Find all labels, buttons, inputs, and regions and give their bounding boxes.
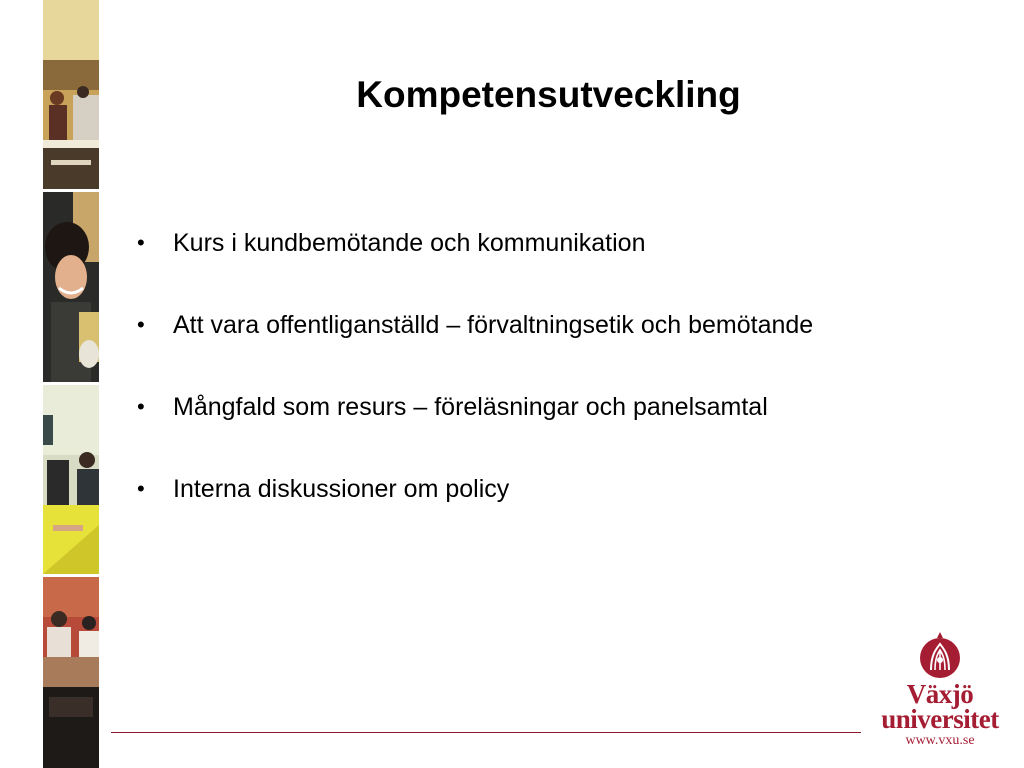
- study-group-photo: [43, 577, 99, 768]
- bullet-icon: •: [137, 394, 145, 419]
- list-item: [131, 470, 813, 508]
- list-item: [131, 224, 813, 262]
- bullet-icon: •: [137, 476, 145, 501]
- bullet-text: Interna diskussioner om policy: [173, 475, 510, 503]
- university-logo: [870, 630, 1010, 755]
- photo-strip: [43, 0, 99, 768]
- bullet-list: [131, 224, 813, 552]
- list-item: [131, 306, 813, 344]
- bullet-text: Kurs i kundbemötande och kommunikation: [173, 229, 646, 257]
- seal-icon: [917, 630, 963, 680]
- bullet-icon: •: [137, 312, 145, 337]
- footer-divider: [111, 732, 861, 733]
- logo-name-line1: Växjö: [906, 679, 974, 709]
- bullet-text: Mångfald som resurs – föreläsningar och panelsamtal: [173, 393, 768, 421]
- list-item: [131, 388, 813, 426]
- cafe-photo: [43, 0, 99, 189]
- slide-title: Kompetensutveckling: [356, 74, 741, 115]
- bullet-text: Att vara offentliganställd – förvaltningsetik och bemötande: [173, 311, 814, 339]
- computer-lab-photo: [43, 385, 99, 574]
- logo-url: www.vxu.se: [905, 733, 975, 748]
- bullet-icon: •: [137, 230, 145, 255]
- logo-name-line2: universitet: [881, 704, 999, 734]
- smiling-student-photo: [43, 192, 99, 382]
